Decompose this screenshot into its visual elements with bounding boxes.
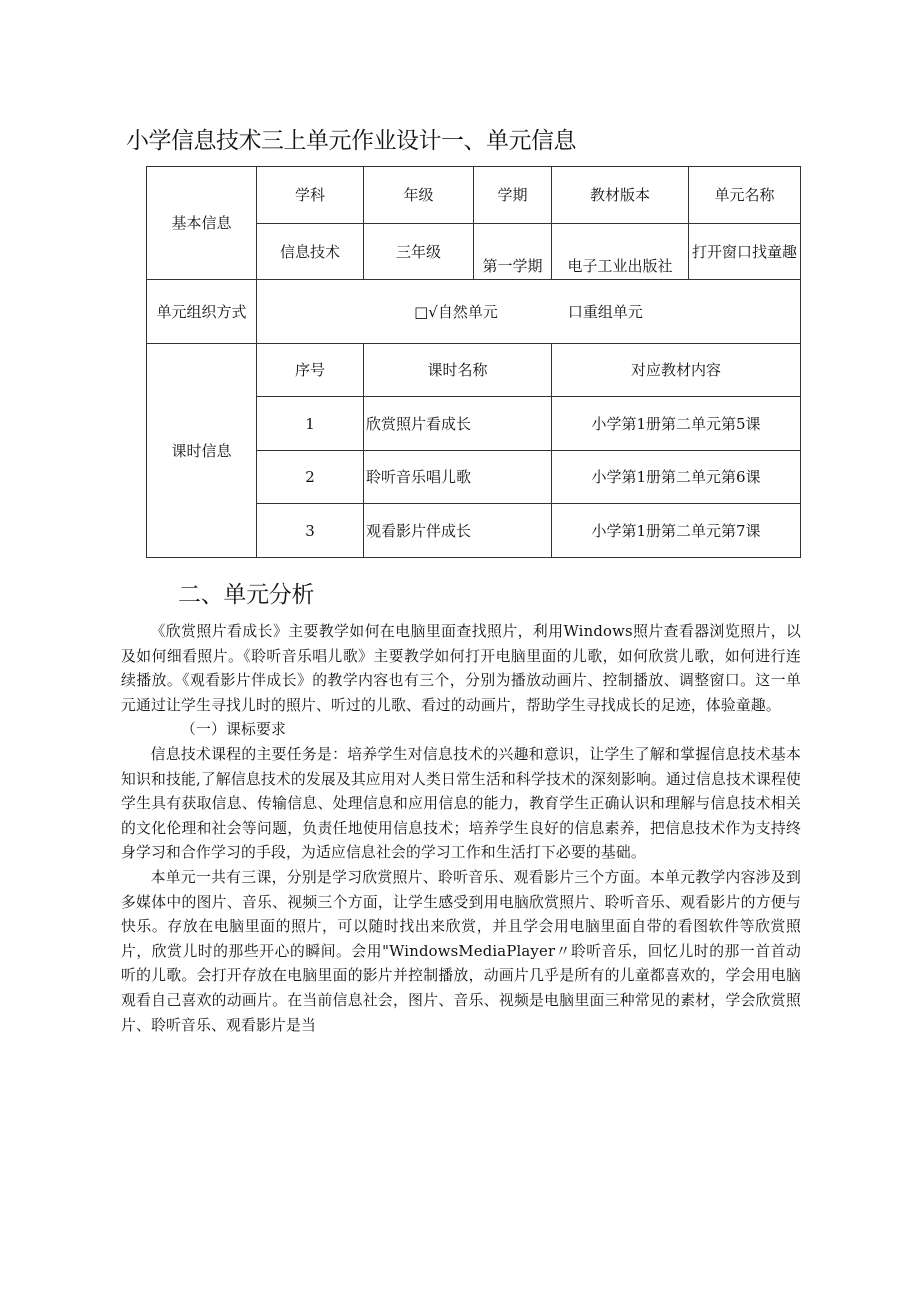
analysis-paragraph-2: 信息技术课程的主要任务是：培养学生对信息技术的兴趣和意识，让学生了解和掌握信息技术基本知识和技能,了解信息技术的发展及其应用对人类日常生活和科学技术的深刻影响。通过信息技术课程使学生具有获取信息、传输信息、处理信息和应用信息的能力，教育学生正确认识和理解与信息技术相关的文化伦理和社会等问题，负责任地使用信息技术；培养学生良好的信息素养，把信息技术作为支持终身学习和合作学习的手段，为适应信息社会的学习工作和生活打下必要的基础。 [121,745,801,862]
document-title: 小学信息技术三上单元作业设计一、单元信息 [126,128,576,154]
value-subject: 信息技术 [257,224,364,280]
org-natural-option: □√自然单元 [414,302,498,321]
header-lesson-name: 课时名称 [364,344,552,397]
basic-info-label: 基本信息 [147,167,257,280]
value-unit-name: 打开窗口找童趣 [689,224,801,280]
header-unit-name: 单元名称 [689,167,801,224]
header-term: 学期 [474,167,552,224]
lesson-info-label: 课时信息 [147,344,257,558]
lesson-no: 2 [257,451,364,504]
lesson-no: 1 [257,397,364,451]
unit-info-table [146,166,801,558]
lesson-content: 小学第1册第二单元第6课 [552,451,801,504]
table-row [147,167,801,224]
lesson-name: 欣赏照片看成长 [364,397,552,451]
value-term: 第一学期 [474,224,552,280]
analysis-paragraph-3: 本单元一共有三课，分别是学习欣赏照片、聆听音乐、观看影片三个方面。本单元教学内容涉及到多媒体中的图片、音乐、视频三个方面，让学生感受到用电脑欣赏照片、聆听音乐、观看影片的方便与快乐。存放在电脑里面的照片，可以随时找出来欣赏，并且学会用电脑里面自带的看图软件等欣赏照片，欣赏儿时的那些开心的瞬间。会用"WindowsMediaPlayer〃聆听音乐，回忆儿时的那一首首动听的儿歌。会打开存放在电脑里面的影片并控制播放，动画片几乎是所有的儿童都喜欢的，学会用电脑观看自己喜欢的动画片。在当前信息社会，图片、音乐、视频是电脑里面三种常见的素材，学会欣赏照片、聆听音乐、观看影片是当 [121,868,801,1034]
org-method-label: 单元组织方式 [147,280,257,344]
analysis-paragraph-1: 《欣赏照片看成长》主要教学如何在电脑里面查找照片，利用Windows照片查看器浏览照片，以及如何细看照片。《聆听音乐唱儿歌》主要教学如何打开电脑里面的儿歌，如何欣赏儿歌，如何进行连续播放。《观看影片伴成长》的教学内容也有三个，分别为播放动画片、控制播放、调整窗口。这一单元通过让学生寻找儿时的照片、听过的儿歌、看过的动画片，帮助学生寻找成长的足迹，体验童趣。 [121,623,801,714]
header-lesson-content: 对应教材内容 [552,344,801,397]
value-grade: 三年级 [364,224,474,280]
header-grade: 年级 [364,167,474,224]
value-textbook: 电子工业出版社 [552,224,689,280]
header-textbook: 教材版本 [552,167,689,224]
lesson-content: 小学第1册第二单元第7课 [552,504,801,558]
subheading-curriculum: （一）课标要求 [181,721,286,739]
table-row [147,344,801,397]
lesson-name: 观看影片伴成长 [364,504,552,558]
org-method-options [257,280,801,344]
section-title-analysis: 二、单元分析 [178,582,315,608]
lesson-name: 聆听音乐唱儿歌 [364,451,552,504]
org-regroup-option: 口重组单元 [567,302,643,321]
analysis-body [121,620,801,1038]
table-row [147,280,801,344]
header-subject: 学科 [257,167,364,224]
lesson-content: 小学第1册第二单元第5课 [552,397,801,451]
lesson-no: 3 [257,504,364,558]
header-lesson-no: 序号 [257,344,364,397]
